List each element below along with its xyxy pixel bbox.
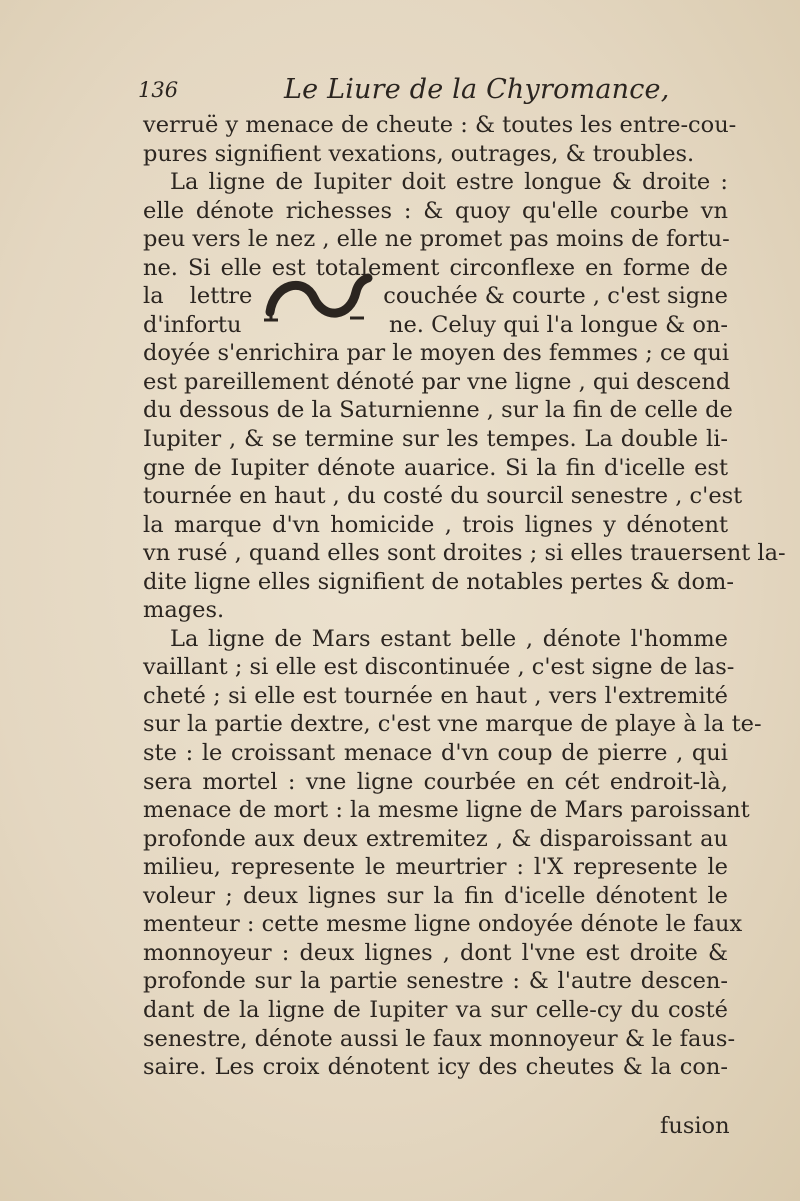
text-line: la marque d'vn homicide , trois lignes y dénotent [143,511,728,538]
text-line: voleur ; deux lignes sur la fin d'icelle dénotent le [143,882,728,909]
text-line: vn rusé , quand elles sont droites ; si elles trauersent la- [143,540,786,567]
text-line: La ligne de Mars estant belle , dénote l'homme [170,625,728,652]
text-line: Iupiter , & se termine sur les tempes. La double li- [143,426,728,453]
text-line: profonde aux deux extremitez , & disparoissant au [143,825,728,852]
text-line: du dessous de la Saturnienne , sur la fin de celle de [143,397,733,424]
text-line: vaillant ; si elle est discontinuée , c'est signe de las- [143,654,735,681]
text-line: est pareillement dénoté par vne ligne , qui descend [143,368,731,395]
text-line: menteur : cette mesme ligne ondoyée dénote le faux [143,911,743,938]
text-fragment: la lettre [143,283,253,310]
text-line: senestre, dénote aussi le faux monnoyeur & le faus- [143,1025,736,1052]
page-number: 136 [138,78,179,102]
text-line: profonde sur la partie senestre : & l'autre descen- [143,968,728,995]
text-fragment: ne. Celuy qui l'a longue & on- [389,311,728,338]
text-line: dant de la ligne de Iupiter va sur celle-cy du costé [143,996,728,1023]
text-line: saire. Les croix dénotent icy des cheutes & la con- [143,1054,728,1081]
catchword: fusion [660,1113,730,1139]
text-line: pures signifient vexations, outrages, & troubles. [143,140,695,167]
text-line: gne de Iupiter dénote auarice. Si la fin d'icelle est [143,454,728,481]
text-line: milieu, represente le meurtrier : l'X represente le [143,854,728,881]
text-line: tournée en haut , du costé du sourcil senestre , c'est [143,483,743,510]
text-line: ste : le croissant menace d'vn coup de pierre , qui [143,740,728,767]
text-line: dite ligne elles signifient de notables pertes & dom- [143,568,734,595]
body-text [143,111,786,1082]
text-line: monnoyeur : deux lignes , dont l'vne est droite & [143,939,728,966]
text-line: verruë y menace de cheute : & toutes les entre-cou- [143,112,737,138]
text-line: La ligne de Iupiter doit estre longue & droite : [170,169,728,196]
figure-line [143,282,728,311]
text-line: cheté ; si elle est tournée en haut , vers l'extremité [143,682,728,709]
text-line: peu vers le nez , elle ne promet pas moins de fortu- [143,226,730,253]
text-line: mages. [143,597,225,624]
running-title: Le Liure de la Chyromance, [284,74,670,105]
text-line: sera mortel : vne ligne courbée en cét endroit-là, [143,768,728,795]
text-line: ne. Si elle est totalement circonflexe en forme de [143,254,728,281]
figure-space [255,310,385,340]
text-line: sur la partie dextre, c'est vne marque de playe à la te- [143,711,762,738]
figure-line [143,311,728,340]
text-fragment: couchée & courte , c'est signe [383,283,728,310]
text-line: doyée s'enrichira par le moyen des femmes ; ce qui [143,340,730,367]
text-line: elle dénote richesses : & quoy qu'elle courbe vn [143,197,728,224]
text-fragment: d'infortu [143,311,242,338]
recumbent-s-letter-figure [252,282,379,312]
text-line: menace de mort : la mesme ligne de Mars paroissant [143,797,750,824]
